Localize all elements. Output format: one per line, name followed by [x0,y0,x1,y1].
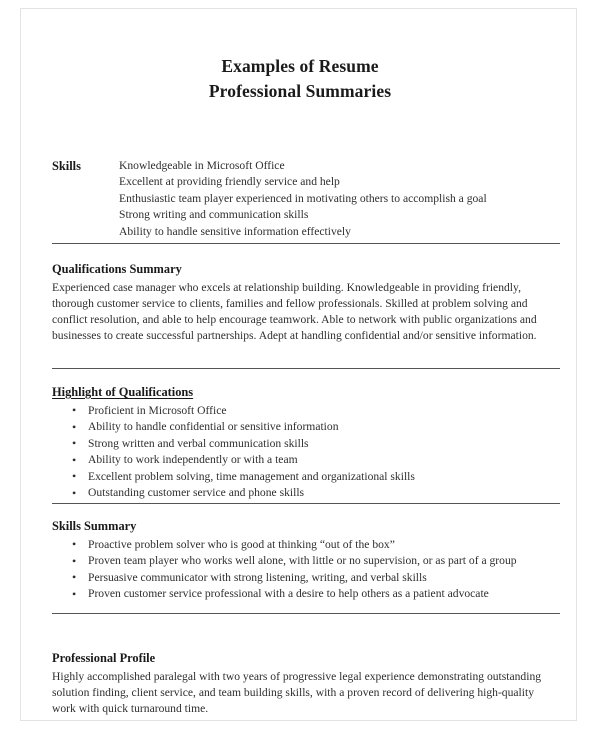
section-divider [52,503,560,504]
skills-summary-heading: Skills Summary [52,519,137,533]
list-item: • Excellent problem solving, time management and organizational skills [52,469,560,486]
section-divider [52,243,560,244]
professional-profile-paragraph: Highly accomplished paralegal with two years of progressive legal experience demonstrating outstanding solution finding, client service, and team building skills, with a proven record of delivering high-quality work with quick turnaround time. [52,669,542,715]
document-title [0,0,600,104]
skills-label: Skills [52,159,81,173]
skill-line: Strong writing and communication skills [119,208,309,222]
list-item: • Proficient in Microsoft Office [52,403,560,420]
section-divider [52,613,560,614]
document-title-line-1: Examples of Resume [221,56,379,76]
list-item: • Strong written and verbal communication skills [52,436,560,453]
qualifications-summary-section [52,262,560,344]
section-divider [52,368,560,369]
skills-summary-section [52,519,560,603]
professional-profile-heading: Professional Profile [52,651,156,665]
list-item: • Proven customer service professional with a desire to help others as a patient advocate [52,586,560,603]
skill-line: Enthusiastic team player experienced in motivating others to accomplish a goal [119,191,487,205]
list-item: • Proactive problem solver who is good at thinking “out of the box” [52,537,560,554]
skills-lines [119,158,560,240]
list-item: • Outstanding customer service and phone skills [52,485,560,502]
highlight-of-qualifications-heading: Highlight of Qualifications [52,385,194,399]
skills-section [52,158,560,240]
document-title-line-2: Professional Summaries [208,80,392,101]
qualifications-summary-heading: Qualifications Summary [52,262,182,276]
professional-profile-section [52,651,560,717]
list-item: • Ability to handle confidential or sensitive information [52,419,560,436]
list-item: • Ability to work independently or with a team [52,452,560,469]
list-item: • Proven team player who works well alone, with little or no supervision, or as part of a group [52,553,560,570]
qualifications-summary-paragraph: Experienced case manager who excels at relationship building. Knowledgeable in providing friendly, thorough customer service to clients, families and fellow professionals. Skilled at problem solving and conflict resolution, and able to help encourage teamwork. Able to network with public organizations and businesses to create successful partnerships. Adept at handling confidential and/or sensitive information. [52,280,537,342]
list-item: • Persuasive communicator with strong listening, writing, and verbal skills [52,570,560,587]
skill-line: Knowledgeable in Microsoft Office [119,159,285,172]
skill-line: Excellent at providing friendly service and help [119,175,340,189]
skill-line: Ability to handle sensitive information effectively [119,224,351,238]
skills-summary-list [52,537,560,603]
highlight-of-qualifications-section [52,385,560,502]
highlight-of-qualifications-list [52,403,560,502]
